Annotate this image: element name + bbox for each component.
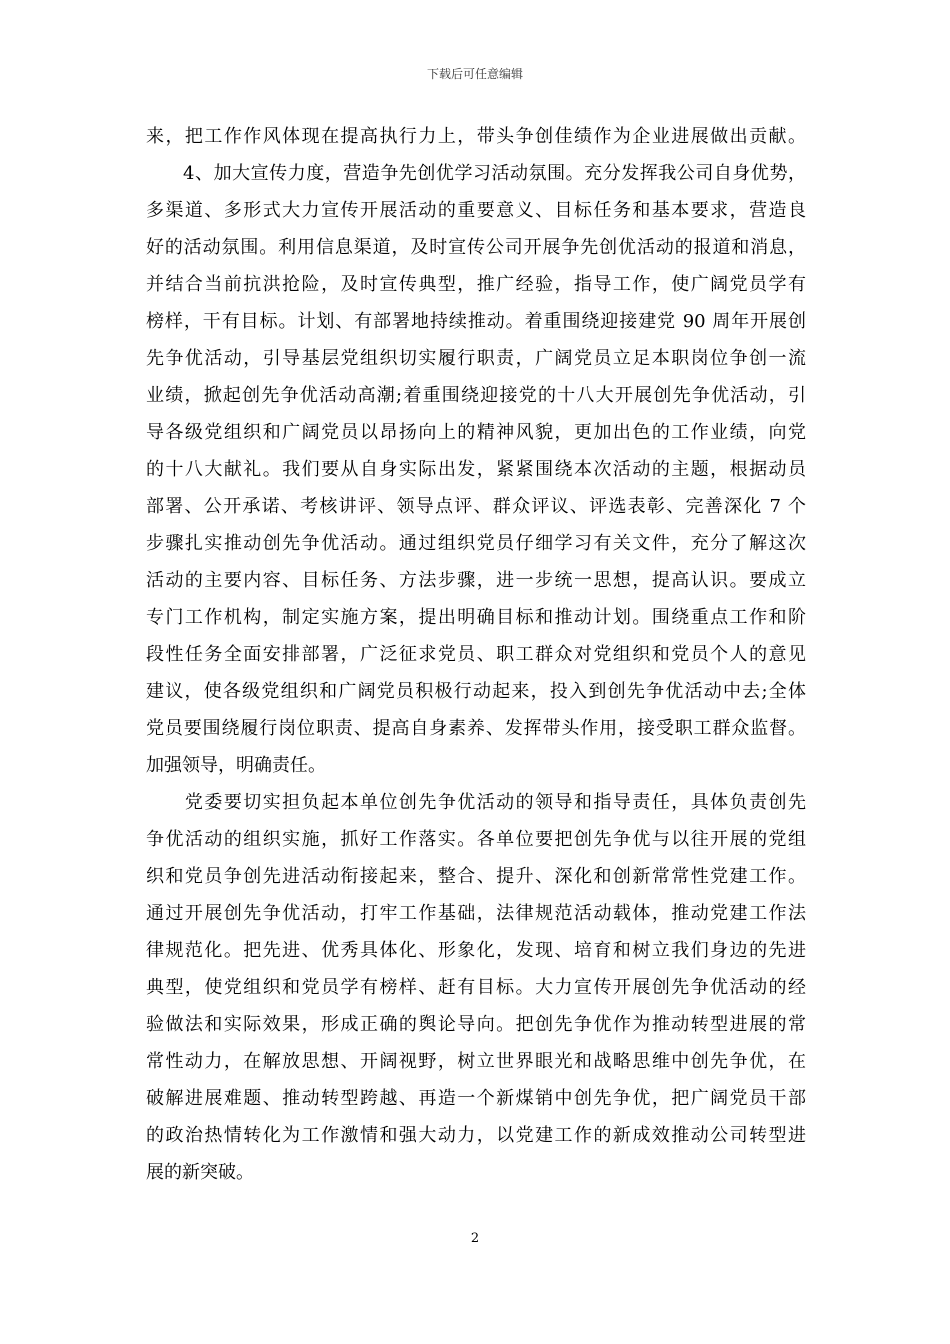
text-line: 多渠道、多形式大力宣传开展活动的重要意义、目标任务和基本要求，营造良 [146,200,806,221]
text-line: 榜样，干有目标。计划、有部署地持续推动。着重围绕迎接建党 90 周年开展创 [146,311,806,332]
text-line: 党员要围绕履行岗位职责、提高自身素养、发挥带头作用，接受职工群众监督。 [146,718,806,739]
text-line: 织和党员争创先进活动衔接起来，整合、提升、深化和创新常常性党建工作。 [146,866,806,887]
text-line: 部署、公开承诺、考核讲评、领导点评、群众评议、评选表彰、完善深化 7 个 [146,496,806,517]
document-body [146,118,806,1191]
text-line: 常性动力，在解放思想、开阔视野，树立世界眼光和战略思维中创先争优，在 [146,1051,806,1072]
text-line: 破解进展难题、推动转型跨越、再造一个新煤销中创先争优，把广阔党员干部 [146,1088,806,1109]
text-line: 步骤扎实推动创先争优活动。通过组织党员仔细学习有关文件，充分了解这次 [146,533,806,554]
text-line: 通过开展创先争优活动，打牢工作基础，法律规范活动载体，推动党建工作法 [146,903,806,924]
text-line: 加强领导，明确责任。 [146,755,326,776]
page-number: 2 [470,1231,480,1246]
text-line: 先争优活动，引导基层党组织切实履行职责，广阔党员立足本职岗位争创一流 [146,348,806,369]
text-line: 律规范化。把先进、优秀具体化、形象化，发现、培育和树立我们身边的先进 [146,940,806,961]
text-line: 典型，使党组织和党员学有榜样、赶有目标。大力宣传开展创先争优活动的经 [146,977,806,998]
text-line: 展的新突破。 [146,1162,254,1183]
text-line: 验做法和实际效果，形成正确的舆论导向。把创先争优作为推动转型进展的常 [146,1014,806,1035]
text-line: 建议，使各级党组织和广阔党员积极行动起来，投入到创先争优活动中去;全体 [146,681,806,702]
text-line: 导各级党组织和广阔党员以昂扬向上的精神风貌，更加出色的工作业绩，向党 [146,422,806,443]
text-line: 活动的主要内容、目标任务、方法步骤，进一步统一思想，提高认识。要成立 [146,570,806,591]
text-line: 段性任务全面安排部署，广泛征求党员、职工群众对党组织和党员个人的意见 [146,644,806,665]
text-line: 争优活动的组织实施，抓好工作落实。各单位要把创先争优与以往开展的党组 [146,829,806,850]
page-header: 下载后可任意编辑 [426,67,523,81]
text-line: 好的活动氛围。利用信息渠道，及时宣传公司开展争先创优活动的报道和消息， [146,237,806,258]
text-line: 来，把工作作风体现在提高执行力上，带头争创佳绩作为企业进展做出贡献。 [146,126,806,147]
text-line: 的政治热情转化为工作激情和强大动力，以党建工作的新成效推动公司转型进 [146,1125,806,1146]
text-line: 4、加大宣传力度，营造争先创优学习活动氛围。充分发挥我公司自身优势， [146,163,806,184]
text-line: 专门工作机构，制定实施方案，提出明确目标和推动计划。围绕重点工作和阶 [146,607,806,628]
text-line: 党委要切实担负起本单位创先争优活动的领导和指导责任，具体负责创先 [146,792,806,813]
text-line: 的十八大献礼。我们要从自身实际出发，紧紧围绕本次活动的主题，根据动员 [146,459,806,480]
text-line: 业绩，掀起创先争优活动高潮;着重围绕迎接党的十八大开展创先争优活动，引 [146,385,806,406]
text-line: 并结合当前抗洪抢险，及时宣传典型，推广经验，指导工作，使广阔党员学有 [146,274,806,295]
